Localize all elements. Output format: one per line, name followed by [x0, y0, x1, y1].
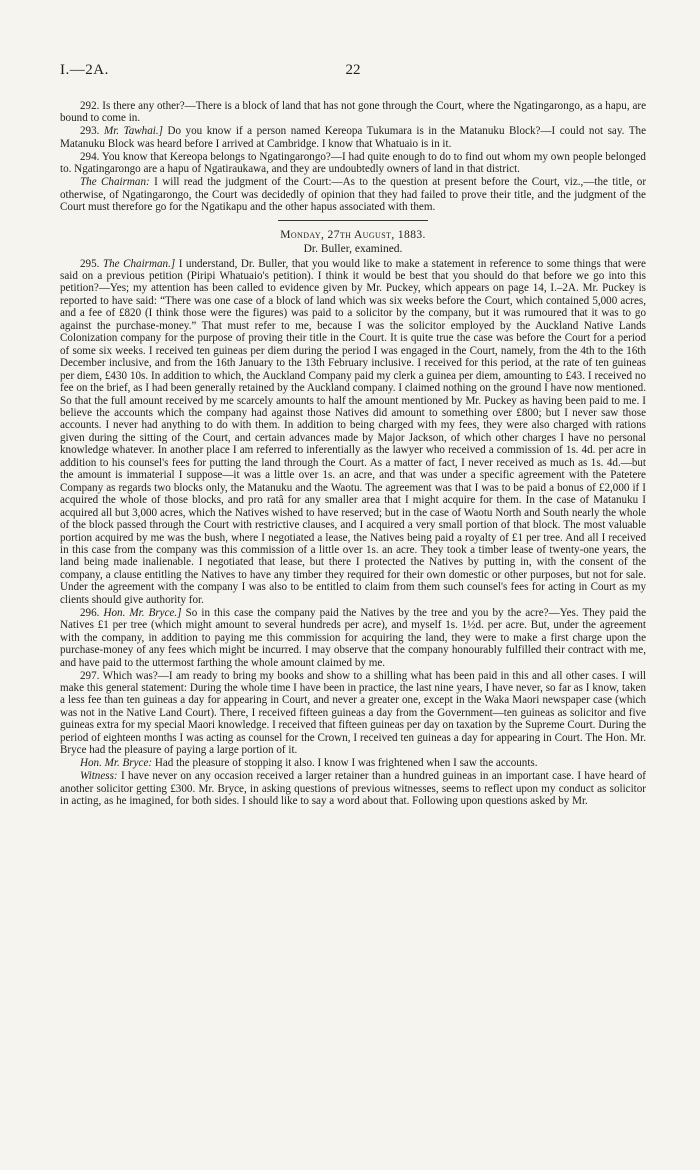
section-divider: [278, 220, 428, 221]
question-number: 292.: [80, 100, 100, 112]
paragraph-text: Do you know if a person named Kereopa Tukumara is in the Matanuku Block?—I could not say. The Matanuku Block was heard before I arrived at Cambridge. I know that Whatuaio is in it.: [60, 125, 646, 150]
paragraph-text: I will read the judgment of the Court:—As to the question at present before the Court, viz.,—the title, or otherwise, of Ngatingarongo, the Court was decidedly of opinion that they had failed to prove their title, and the judgment of the Court must therefore go for the Ngatikapu and the other hapus associated with them.: [60, 176, 647, 214]
paragraph-292: [60, 100, 646, 125]
page-number: 22: [345, 62, 361, 78]
paragraph-293: [60, 125, 646, 150]
speaker-label: Hon. Mr. Bryce:: [80, 757, 153, 770]
speaker-label: The Chairman.]: [102, 257, 176, 270]
speaker-label: Hon. Mr. Bryce.]: [103, 606, 182, 619]
page-body: [60, 100, 646, 808]
document-reference: I.—2A.: [60, 62, 109, 78]
question-number: 295.: [80, 257, 100, 270]
speaker-label: Mr. Tawhai.]: [103, 125, 163, 138]
paragraph-text: I understand, Dr. Buller, that you would like to make a statement in reference to some things that were said on a previous petition (Piripi Whatuaio's petition). I think it would be best that you should do that before we go into this petition?—Yes; my attention has been called to evidence given by Mr. Puckey, which appears on page 14, I.–2A. Mr. Puckey is reported to have said: “There was one case of a block of land which was six weeks before the Court, which contained 5,000 acres, and a fee of £820 (I think those were the figures) was paid to a solicitor by the company, but it was rumoured that it was to go against the purchase-money.” That must refer to me, because I was the solicitor employed by the Auckland Native Lands Colonization company for the purpose of proving their title in the Court. It is quite true the case was before the Court for a period of some six weeks. I received ten guineas per diem during the period I was engaged in the Court, namely, from the 4th to the 16th December inclusive, and from the 16th January to the 13th February inclusive. I received for this period, at the rate of ten guineas per diem, £430 10s. In addition to which, the Auckland Company paid my clerk a guinea per diem, amounting to £43. I received no fee on the brief, as I had been generally retained by the Auckland company. I claimed nothing on the ground I have now mentioned. So that the full amount received by me scarcely amounts to half the amount mentioned by Mr. Puckey as having been paid to me. I believe the accounts which the company had against those Natives did amount to something over £800; but I never saw those accounts. I never had anything to do with them. In addition to being charged with my fees, they were also charged with rations given during the sitting of the Court, and certain advances made by Major Jackson, of which other charges I have no personal knowledge whatever. In another place I am referred to inferentially as the lawyer who received a commission of 1s. 4d. per acre in addition to his counsel's fees for putting the land through the Court. As a matter of fact, I never received as much as 1s. 4d.—but the amount is immaterial I suppose—it was a little over 1s. an acre, and that was under a specific agreement with the Patetere Company as regards two blocks only, the Matanuku and the Waotu. The agreement was that I was to be paid a bonus of £2,000 if I acquired the whole of those blocks, and pro ratâ for any smaller area that I might acquire for them. In the case of Matanuku I acquired all but 3,000 acres, which the Natives wished to have reserved; but in the case of Waotu North and South nearly the whole of the block passed through the Court with restrictive clauses, and I acquired a very small portion of that block. The most valuable portion acquired by me was the bush, where I negotiated a lease, the Natives being paid a royalty of £1 per tree. And all I received in this case from the company was this commission of a little over 1s. an acre. They took a timber lease of twenty-one years, the land being made inalienable. I negotiated that lease, but there I protected the Natives by putting in, with the consent of the company, a clause entitling the Natives to have any timber they required for their own domestic or other purposes, but not for sale. Under the agreement with the company I was also to be entitled to claim from them such counsel's fees for acting in Court as my clients should give authority for.: [60, 257, 646, 606]
paragraph-text: You know that Kereopa belongs to Ngatingarongo?—I had quite enough to do to find out whom my own people belonged to. Ngatingarongo are a hapu of Ngatiraukawa, and they are undoubtedly owners of land in that district.: [60, 150, 646, 176]
speaker-label: Witness:: [80, 770, 118, 783]
paragraph-295: [60, 258, 646, 607]
question-number: 297.: [80, 669, 100, 682]
paragraph-bryce-reply: [60, 757, 646, 769]
paragraph-text: Is there any other?—There is a block of land that has not gone through the Court, where the Ngatingarongo, as a hapu, are bound to come in.: [60, 100, 647, 125]
page-header: [60, 62, 646, 82]
paragraph-chairman-judgment: [60, 176, 646, 213]
paragraph-text: I have never on any occasion received a larger retainer than a hundred guineas in an important case. I have heard of another solicitor getting £300. Mr. Bryce, in asking questions of previous witnesses, seems to reflect upon my conduct as solicitor in acting, as he imagined, for both sides. I should like to say a word about that. Following upon questions asked by Mr.: [60, 770, 647, 808]
question-number: 293.: [80, 125, 100, 138]
session-date: Monday, 27th August, 1883.: [280, 228, 426, 241]
paragraph-294: [60, 151, 646, 176]
question-number: 296.: [80, 606, 100, 619]
speaker-label: The Chairman:: [80, 176, 150, 189]
paragraph-text: Which was?—I am ready to bring my books and show to a shilling what has been paid in this and all other cases. I will make this general statement: During the whole time I have been in practice, the last nine years, I have never, so far as I know, taken a less fee than ten guineas a day for appearing in Court, and never a greater one, except in the Waka Maori newspaper case (which was not in the Native Land Court). There, I received fifteen guineas a day from the Government—ten guineas as solicitor and five guineas extra for my special Maori knowledge. I received that fifteen guineas per day on taxation by the Supreme Court. During the period of eighteen months I was acting as counsel for the Crown, I received ten guineas a day for appearing in Court. The Hon. Mr. Bryce had the pleasure of paying a large portion of it.: [60, 669, 646, 757]
paragraph-297: [60, 670, 646, 757]
witness-heading: Dr. Buller, examined.: [303, 242, 403, 255]
paragraph-296: [60, 607, 646, 669]
question-number: 294.: [80, 150, 100, 163]
paragraph-text: So in this case the company paid the Natives by the tree and you by the acre?—Yes. They paid the Natives £1 per tree (which might amount to several hundreds per acre), and myself 1s. 1½d. per acre. But, under the agreement with the company, in addition to paying me this commission for acquiring the land, they were to make a first charge upon the purchase-money of any fees which might be incurred. I may observe that the company honourably fulfilled their contract with me, and have paid to the uttermost farthing the whole amount claimed by me.: [60, 606, 647, 669]
paragraph-witness-statement: [60, 770, 646, 807]
paragraph-text: Had the pleasure of stopping it also. I know I was frightened when I saw the accounts.: [154, 757, 538, 770]
